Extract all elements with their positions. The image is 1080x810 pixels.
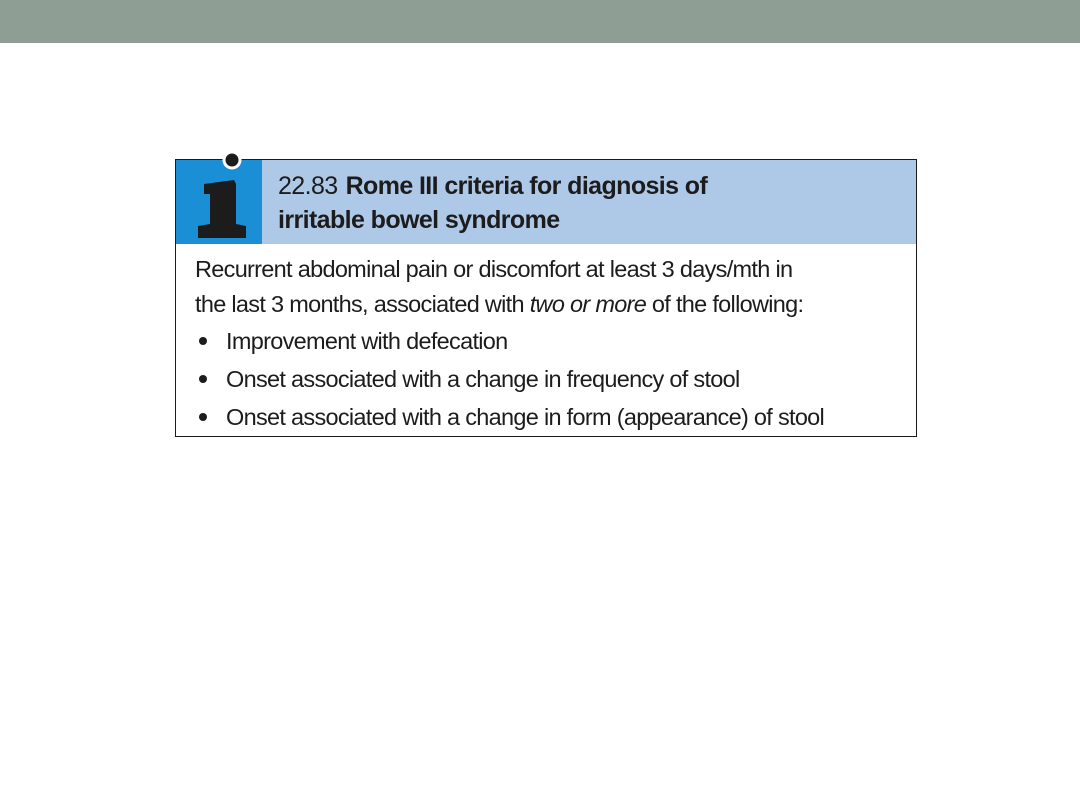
criteria-item (195, 360, 907, 398)
bullet-icon (199, 337, 207, 345)
intro-text-after: of the following: (646, 291, 804, 317)
slide-top-bar (0, 0, 1080, 43)
bullet-icon (199, 375, 207, 383)
intro-line-2 (195, 287, 907, 322)
criteria-item (195, 398, 907, 436)
intro-text-before: the last 3 months, associated with (195, 291, 530, 317)
intro-line-1: Recurrent abdominal pain or discomfort at least 3 days/mth in (195, 256, 793, 282)
criteria-text: Onset associated with a change in frequency of stool (226, 366, 740, 392)
box-body (195, 252, 907, 436)
box-header (176, 160, 916, 244)
title-line-1: Rome III criteria for diagnosis of (345, 172, 708, 200)
info-i-icon (196, 150, 248, 246)
title-line-2: irritable bowel syndrome (278, 206, 560, 234)
box-title (278, 169, 878, 237)
criteria-text: Improvement with defecation (226, 328, 508, 354)
criteria-text: Onset associated with a change in form (appearance) of stool (226, 404, 825, 430)
icon-panel (176, 160, 262, 244)
criteria-item (195, 322, 907, 360)
bullet-icon (199, 413, 207, 421)
box-number: 22.83 (278, 172, 338, 200)
criteria-list (195, 322, 907, 436)
info-box (175, 159, 917, 437)
intro-emphasis: two or more (529, 291, 647, 317)
